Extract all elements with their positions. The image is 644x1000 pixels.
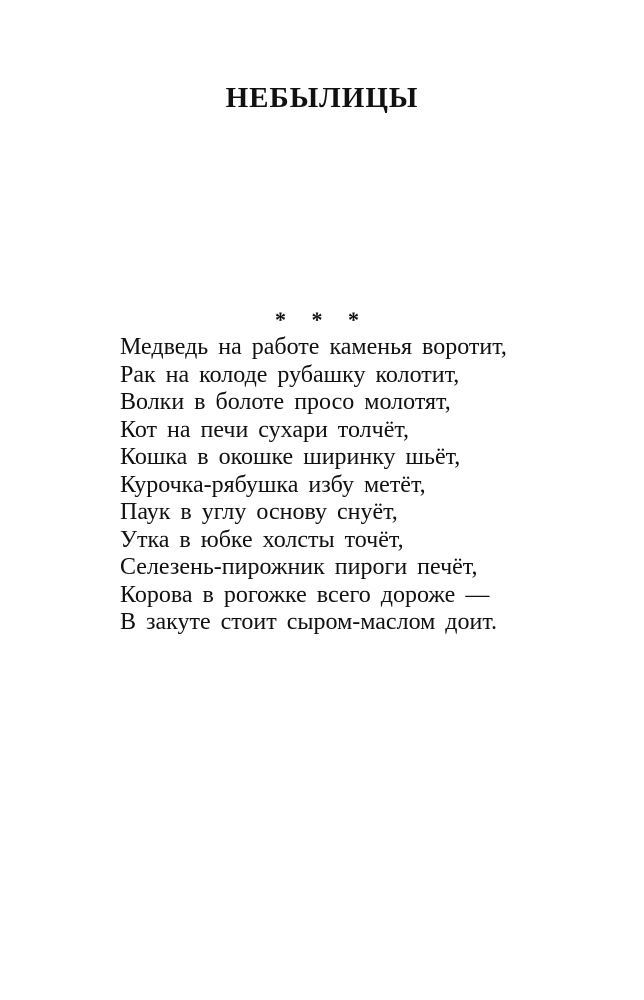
poem-line: Рак на колоде рубашку колотит, — [120, 361, 460, 388]
page-title: НЕБЫЛИЦЫ — [225, 82, 419, 114]
poem-line: Корова в рогожке всего дороже — — [120, 581, 490, 608]
poem-line: Волки в болоте просо молотят, — [120, 389, 451, 415]
poem-line: Утка в юбке холсты точёт, — [120, 526, 404, 553]
poem-line: Паук в углу основу снуёт, — [120, 499, 398, 525]
poem-line: Селезень-пирожник пироги печёт, — [120, 554, 478, 580]
poem-line: Курочка-рябушка избу метёт, — [120, 471, 426, 498]
poem-line: Кот на печи сухари толчёт, — [120, 416, 410, 443]
poem-line: Медведь на работе каменья воротит, — [120, 334, 507, 360]
poem — [120, 334, 610, 637]
section-separator: * * * — [275, 307, 369, 332]
poem-line: В закуте стоит сыром-маслом доит. — [120, 609, 498, 635]
poem-line: Кошка в окошке ширинку шьёт, — [120, 444, 461, 470]
